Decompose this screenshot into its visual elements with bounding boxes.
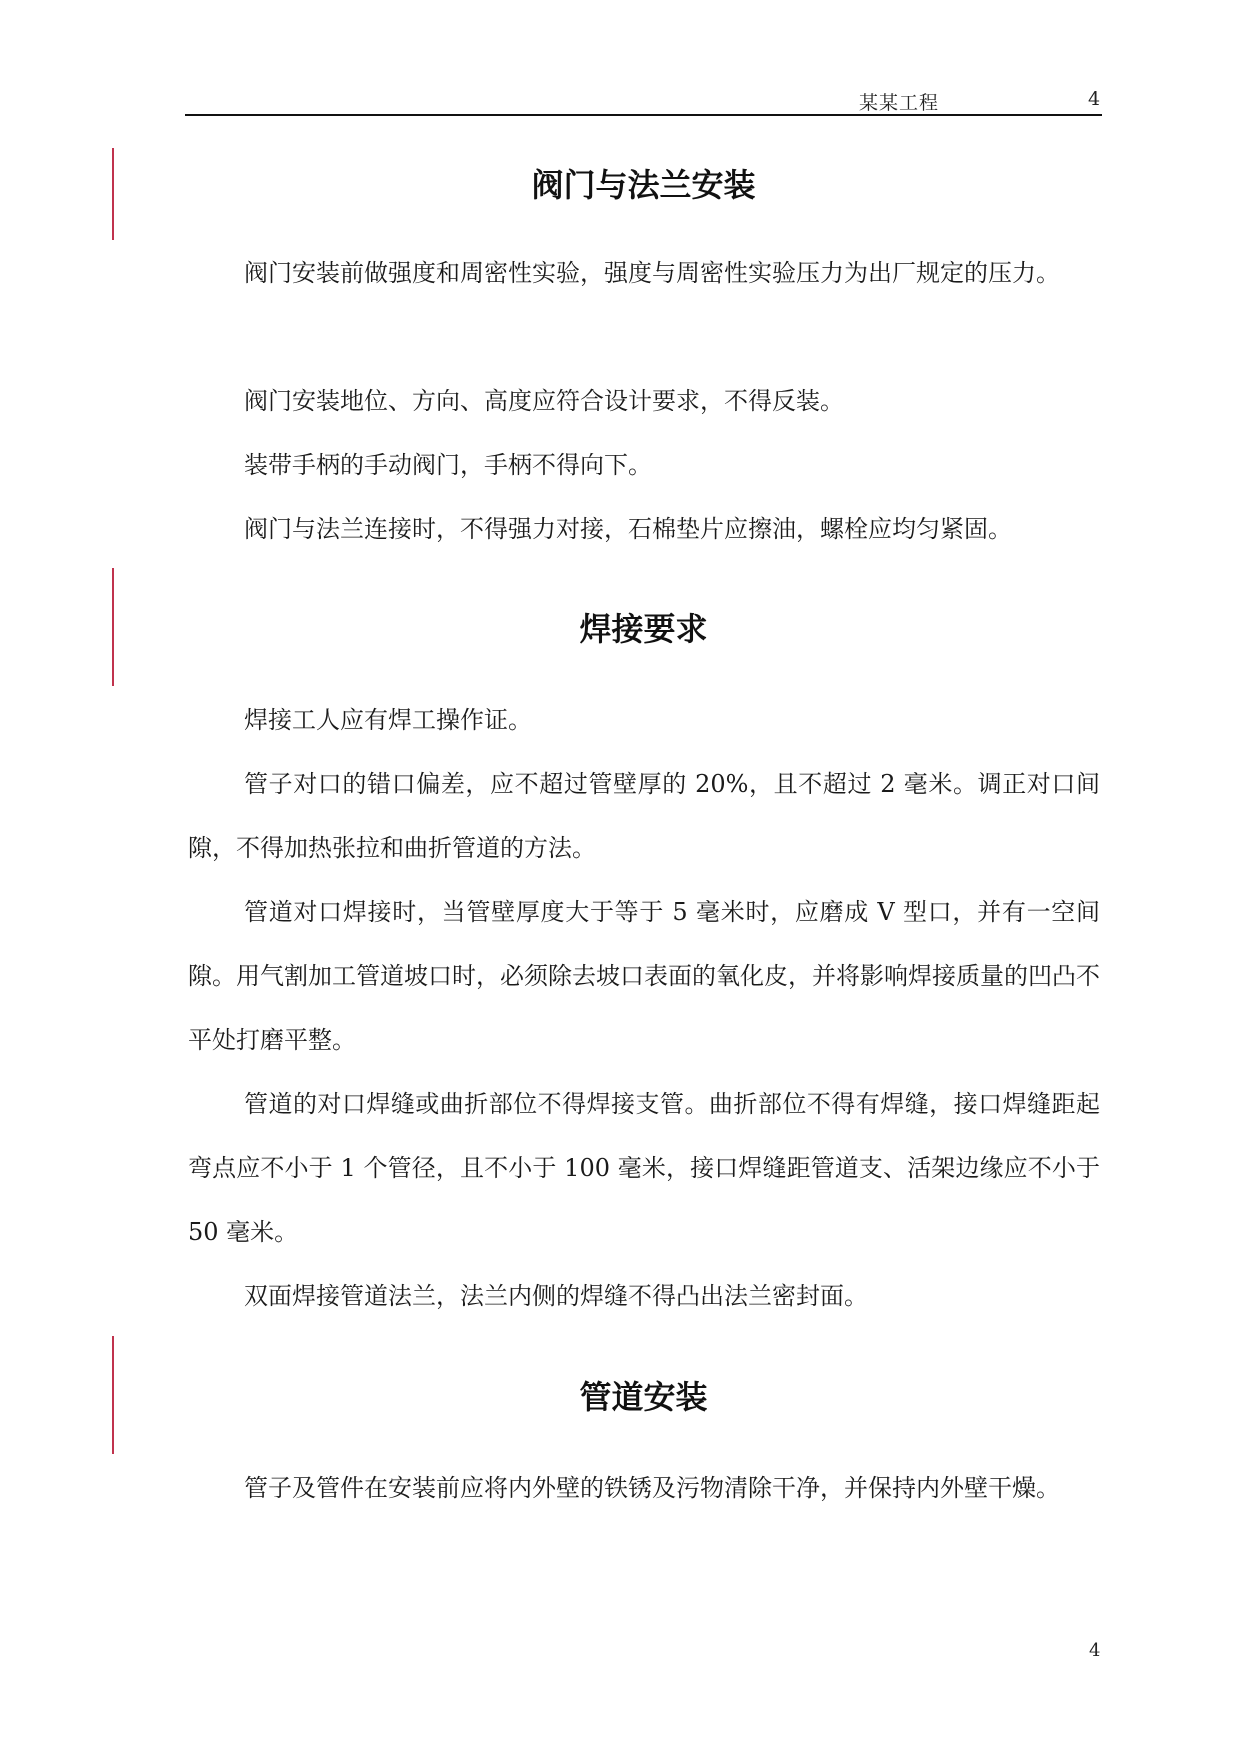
section-margin-mark — [112, 568, 114, 686]
paragraph: 管子及管件在安装前应将内外壁的铁锈及污物清除干净，并保持内外壁干燥。 — [244, 1474, 1060, 1502]
paragraph: 双面焊接管道法兰，法兰内侧的焊缝不得凸出法兰密封面。 — [244, 1282, 868, 1310]
paragraph: 阀门与法兰连接时，不得强力对接，石棉垫片应擦油，螺栓应均匀紧固。 — [244, 515, 1012, 543]
header-rule — [185, 114, 1102, 116]
paragraph: 管子对口的错口偏差，应不超过管壁厚的 20%，且不超过 2 毫米。调正对口间隙，不得加热张拉和曲折管道的方法。 — [188, 770, 1100, 862]
running-header-title: 某某工程 — [858, 92, 939, 114]
section-heading: 阀门与法兰安装 — [531, 166, 756, 204]
paragraph: 装带手柄的手动阀门，手柄不得向下。 — [244, 451, 652, 479]
running-header-page-number: 4 — [1088, 88, 1101, 110]
section-heading: 焊接要求 — [579, 610, 708, 648]
paragraph: 管道对口焊接时，当管壁厚度大于等于 5 毫米时，应磨成 V 型口，并有一空间隙。用气割加工管道坡口时，必须除去坡口表面的氧化皮，并将影响焊接质量的凹凸不平处打磨平整。 — [188, 898, 1100, 1054]
paragraph: 管道的对口焊缝或曲折部位不得焊接支管。曲折部位不得有焊缝，接口焊缝距起弯点应不小于 1 个管径，且不小于 100 毫米，接口焊缝距管道支、活架边缘应不小于 50 毫米。 — [188, 1090, 1100, 1246]
paragraph: 阀门安装地位、方向、高度应符合设计要求，不得反装。 — [244, 387, 844, 415]
paragraph: 阀门安装前做强度和周密性实验，强度与周密性实验压力为出厂规定的压力。 — [244, 259, 1060, 287]
section-heading: 管道安装 — [579, 1378, 708, 1416]
section-margin-mark — [112, 148, 114, 240]
footer-page-number: 4 — [1089, 1640, 1101, 1661]
paragraph: 焊接工人应有焊工操作证。 — [244, 706, 532, 734]
section-margin-mark — [112, 1336, 114, 1454]
